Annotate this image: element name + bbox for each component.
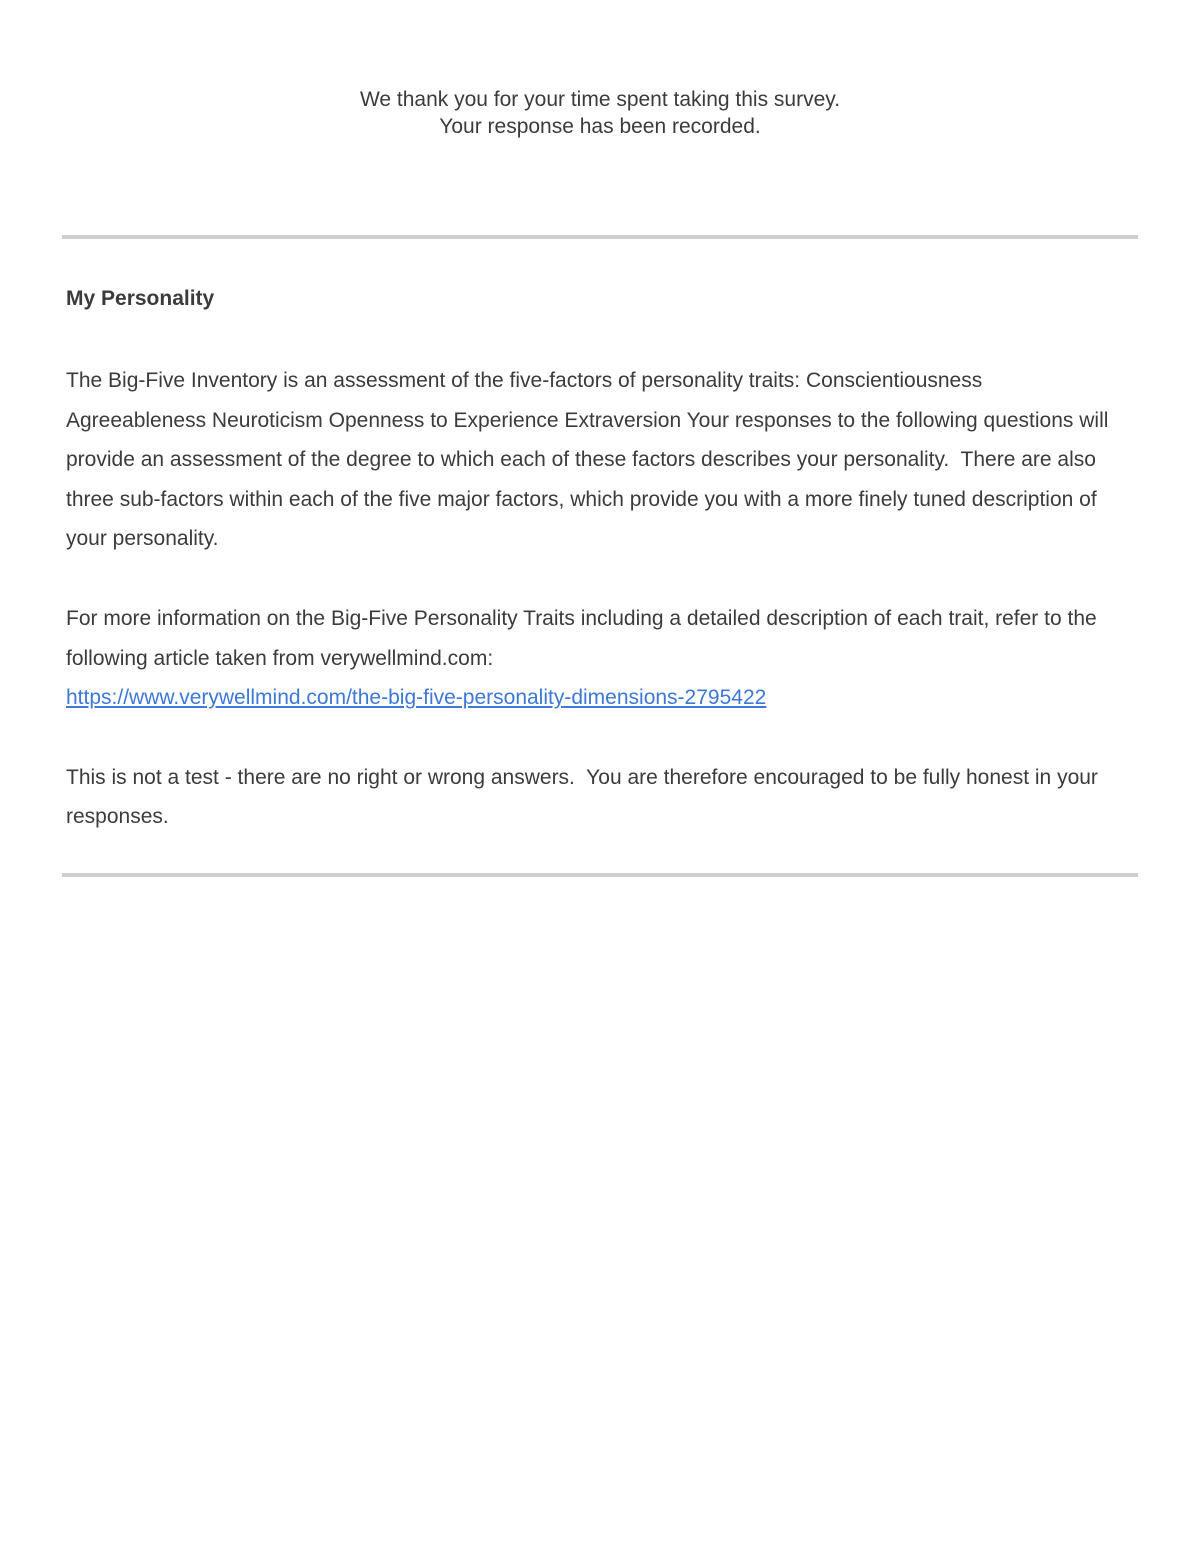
more-info-text: For more information on the Big-Five Personality Traits including a detailed description of each trait, refer to the following article taken from verywellmind.com: — [66, 606, 1097, 670]
article-link[interactable]: https://www.verywellmind.com/the-big-five-personality-dimensions-2795422 — [66, 686, 767, 710]
thank-you-message — [0, 86, 1200, 140]
thank-you-line-1: We thank you for your time spent taking this survey. — [359, 88, 841, 111]
bottom-divider — [62, 873, 1138, 877]
thank-you-line-2: Your response has been recorded. — [439, 115, 761, 138]
honesty-note: This is not a test - there are no right or wrong answers. You are therefore encouraged to be fully honest in your responses. — [66, 765, 1104, 829]
intro-paragraph: The Big-Five Inventory is an assessment of the five-factors of personality traits: Conscientiousness Agreeableness Neuroticism Openness to Experience Extraversion Your responses to the following questions will provide an assessment of the degree to which each of these factors describes your personality. There are also three sub-factors within each of the five major factors, which provide you with a more finely tuned description of your personality. — [66, 369, 1115, 551]
top-divider — [62, 235, 1138, 239]
more-info-paragraph — [66, 599, 1126, 718]
personality-section — [66, 282, 1126, 837]
section-title: My Personality — [66, 287, 215, 310]
